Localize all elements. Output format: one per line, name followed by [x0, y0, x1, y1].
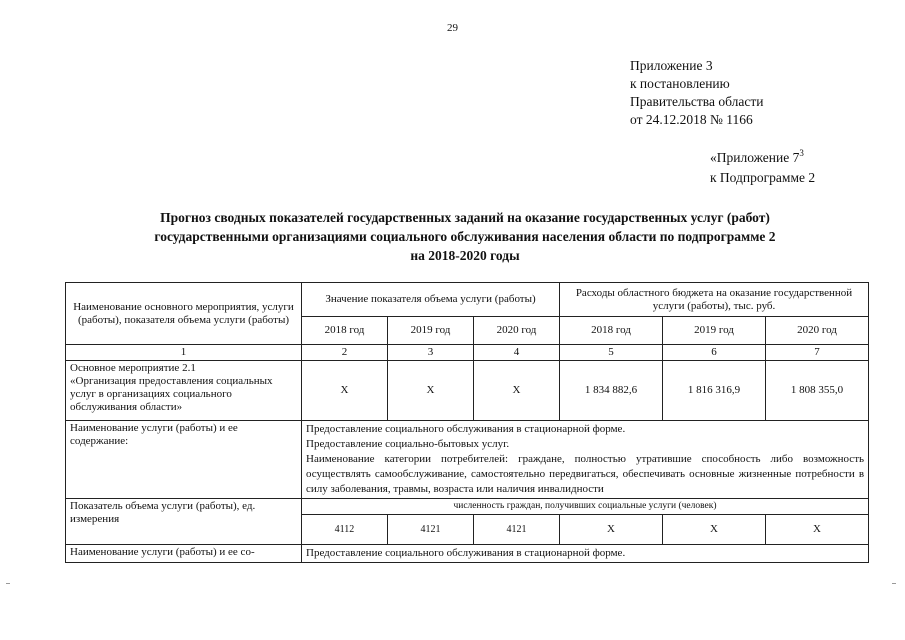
- service-desc-line: Предоставление социального обслуживания в стационарной форме.: [306, 423, 626, 435]
- service-label: Наименование услуги (работы) и ее содержание:: [66, 421, 302, 499]
- scan-mark: [892, 583, 896, 584]
- page-number: 29: [447, 22, 458, 34]
- column-number: 4: [474, 345, 560, 361]
- service-description: [302, 421, 869, 499]
- cell-value: 1 834 882,6: [560, 361, 663, 421]
- service-desc-line: Предоставление социально-бытовых услуг.: [306, 438, 510, 450]
- cell-value: Х: [388, 361, 474, 421]
- header-year: 2020 год: [474, 317, 560, 345]
- title-line: государственными организациями социального обслуживания населения области по подпрограмме 2: [154, 229, 776, 244]
- cell-value: Х: [474, 361, 560, 421]
- service-description: Предоставление социального обслуживания в стационарной форме.: [302, 545, 869, 563]
- header-year: 2019 год: [663, 317, 766, 345]
- cell-value: 4112: [302, 515, 388, 545]
- header-year: 2019 год: [388, 317, 474, 345]
- cell-value: 1 816 316,9: [663, 361, 766, 421]
- table-row: [66, 499, 869, 515]
- sub-appendix-line: к Подпрограмме 2: [710, 170, 816, 185]
- sub-appendix-line: [710, 143, 815, 168]
- cell-value: Х: [302, 361, 388, 421]
- main-event-desc: «Организация предоставления социальных услуг в организациях социального обслуживания области»: [70, 375, 273, 413]
- appendix-line: Правительства области: [630, 94, 764, 109]
- service-label: Наименование услуги (работы) и ее со-: [66, 545, 302, 563]
- cell-value: 4121: [388, 515, 474, 545]
- document-title: [60, 208, 870, 265]
- sub-appendix-sup: 3: [799, 148, 804, 158]
- column-number: 2: [302, 345, 388, 361]
- indicator-label: Показатель объема услуги (работы), ед. измерения: [66, 499, 302, 545]
- table-row: [66, 361, 869, 421]
- column-number: 5: [560, 345, 663, 361]
- table-row: [66, 545, 869, 563]
- title-line: на 2018-2020 годы: [410, 248, 520, 263]
- sub-appendix-text: «Приложение 7: [710, 150, 800, 165]
- forecast-table: [65, 282, 869, 563]
- header-expense-group: Расходы областного бюджета на оказание государственной услуги (работы), тыс. руб.: [560, 283, 869, 317]
- table-row: [66, 421, 869, 499]
- indicator-name: численность граждан, получивших социальные услуги (человек): [302, 499, 869, 515]
- header-year: 2018 год: [302, 317, 388, 345]
- column-number: 3: [388, 345, 474, 361]
- appendix-line: Приложение 3: [630, 58, 713, 73]
- title-line: Прогноз сводных показателей государственных заданий на оказание государственных услуг (работ): [160, 210, 770, 225]
- main-event-title: Основное мероприятие 2.1: [70, 362, 196, 374]
- cell-value: 4121: [474, 515, 560, 545]
- header-year: 2018 год: [560, 317, 663, 345]
- cell-value: Х: [663, 515, 766, 545]
- sub-appendix-header: [710, 143, 815, 188]
- header-name-column: Наименование основного мероприятия, услуги (работы), показателя объема услуги (работы): [66, 283, 302, 345]
- cell-value: 1 808 355,0: [766, 361, 869, 421]
- appendix-header: [630, 57, 763, 129]
- header-volume-group: Значение показателя объема услуги (работы): [302, 283, 560, 317]
- column-number: 6: [663, 345, 766, 361]
- appendix-line: от 24.12.2018 № 1166: [630, 112, 753, 127]
- scan-mark: [6, 583, 10, 584]
- header-year: 2020 год: [766, 317, 869, 345]
- main-event-name: [66, 361, 302, 421]
- cell-value: Х: [766, 515, 869, 545]
- appendix-line: к постановлению: [630, 76, 730, 91]
- column-number: 7: [766, 345, 869, 361]
- cell-value: Х: [560, 515, 663, 545]
- service-desc-line: Наименование категории потребителей: граждане, полностью утратившие способность либо возможность осуществлять самообслуживание, самостоятельно передвигаться, обеспечивать основные жизненные потребности в силу заболевания, травмы, возраста или наличия инвалидности: [306, 453, 865, 495]
- column-number: 1: [66, 345, 302, 361]
